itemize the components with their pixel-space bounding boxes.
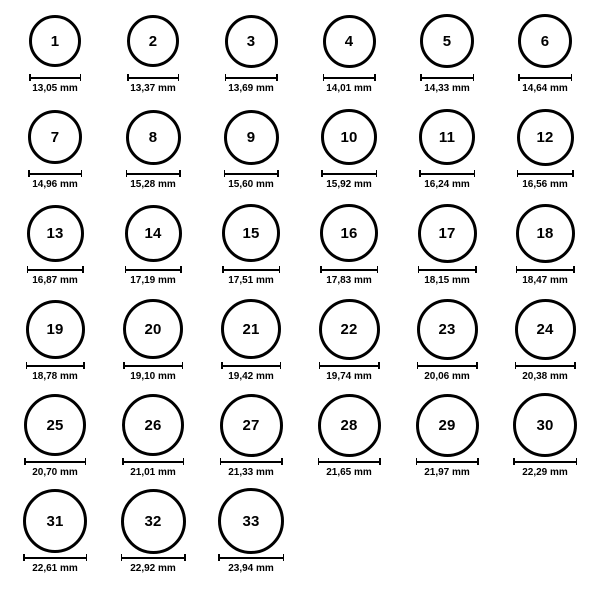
ring-size-number: 32 [144,512,162,530]
ring-size-cell[interactable] [7,298,103,394]
ring-diameter-label: 14,96 mm [32,179,78,190]
dimension-cap-right-icon [180,266,182,273]
ring-circle-wrapper [419,106,475,168]
ring-dimension [29,74,81,94]
ring-size-grid [6,10,594,586]
ring-circle-icon [24,394,86,456]
ring-diameter-label: 19,10 mm [130,371,176,382]
ring-size-cell[interactable] [399,106,495,202]
ring-circle-icon [125,205,182,262]
ring-size-number: 29 [438,416,456,434]
ring-dimension [419,170,475,190]
ring-dimension [224,170,279,190]
ring-size-number: 2 [148,32,158,50]
dimension-line-icon [419,170,475,177]
ring-circle-wrapper [29,10,81,72]
ring-dimension [221,362,281,382]
ring-size-cell[interactable] [399,298,495,394]
ring-circle-wrapper [225,10,278,72]
ring-size-number: 12 [536,128,554,146]
ring-size-cell[interactable] [301,298,397,394]
ring-circle-wrapper [513,394,577,456]
ring-dimension [26,362,85,382]
ring-diameter-label: 18,78 mm [32,371,78,382]
ring-size-cell[interactable] [105,202,201,298]
dimension-cap-left-icon [220,458,222,465]
ring-circle-wrapper [516,202,575,264]
ring-size-number: 20 [144,320,162,338]
ring-size-number: 17 [438,224,456,242]
ring-size-number: 19 [46,320,64,338]
dimension-line-icon [127,74,179,81]
dimension-cap-left-icon [122,458,124,465]
ring-diameter-label: 18,15 mm [424,275,470,286]
ring-circle-wrapper [418,202,477,264]
ring-size-cell[interactable] [301,394,397,490]
dimension-cap-right-icon [283,554,285,561]
ring-size-number: 27 [242,416,260,434]
ring-dimension [127,74,179,94]
ring-size-cell[interactable] [105,298,201,394]
ring-circle-icon [319,299,380,360]
dimension-cap-right-icon [573,266,575,273]
ring-size-number: 24 [536,320,554,338]
ring-diameter-label: 13,05 mm [32,83,78,94]
dimension-cap-right-icon [379,458,381,465]
dimension-cap-left-icon [318,458,320,465]
ring-size-number: 31 [46,512,64,530]
ring-diameter-label: 17,19 mm [130,275,176,286]
ring-circle-wrapper [125,202,182,264]
dimension-cap-right-icon [572,170,574,177]
ring-circle-wrapper [518,10,572,72]
dimension-line-icon [516,266,575,273]
dimension-line-icon [24,458,86,465]
dimension-line-icon [420,74,474,81]
ring-dimension [320,266,378,286]
dimension-line-icon [221,362,281,369]
ring-dimension [218,554,284,574]
dimension-cap-right-icon [179,170,181,177]
ring-diameter-label: 19,74 mm [326,371,372,382]
ring-size-cell[interactable] [497,202,593,298]
dimension-line-icon [27,266,84,273]
ring-circle-wrapper [221,298,281,360]
ring-circle-icon [122,394,184,456]
ring-size-cell[interactable] [497,298,593,394]
ring-circle-wrapper [122,394,184,456]
ring-size-cell[interactable] [203,10,299,106]
ring-circle-wrapper [127,10,179,72]
dimension-cap-right-icon [374,74,376,81]
ring-circle-icon [321,109,377,165]
ring-size-number: 16 [340,224,358,242]
dimension-cap-left-icon [517,170,519,177]
dimension-line-icon [517,170,574,177]
dimension-line-icon [125,266,182,273]
ring-diameter-label: 21,33 mm [228,467,274,478]
ring-circle-wrapper [515,298,576,360]
ring-circle-wrapper [28,106,82,168]
ring-circle-icon [29,15,81,67]
dimension-cap-right-icon [178,74,180,81]
dimension-line-icon [518,74,572,81]
dimension-line-icon [225,74,278,81]
dimension-cap-left-icon [225,74,227,81]
ring-circle-wrapper [417,298,478,360]
dimension-cap-right-icon [281,458,283,465]
dimension-cap-left-icon [518,74,520,81]
dimension-cap-left-icon [516,266,518,273]
dimension-cap-right-icon [83,362,85,369]
dimension-cap-left-icon [218,554,220,561]
dimension-cap-right-icon [182,362,184,369]
ring-size-cell[interactable] [7,394,103,490]
ring-size-cell[interactable] [203,490,299,586]
dimension-line-icon [29,74,81,81]
dimension-cap-right-icon [571,74,573,81]
ring-circle-wrapper [320,202,378,264]
ring-dimension [23,554,87,574]
ring-circle-wrapper [319,298,380,360]
dimension-cap-right-icon [475,266,477,273]
dimension-cap-right-icon [473,74,475,81]
ring-size-number: 14 [144,224,162,242]
dimension-cap-left-icon [323,74,325,81]
ring-size-number: 3 [246,32,256,50]
ring-size-number: 28 [340,416,358,434]
ring-circle-icon [518,14,572,68]
ring-size-cell[interactable] [301,10,397,106]
ring-size-cell[interactable] [203,394,299,490]
ring-size-cell[interactable] [7,106,103,202]
ring-diameter-label: 17,83 mm [326,275,372,286]
ring-size-cell[interactable] [399,202,495,298]
ring-size-number: 10 [340,128,358,146]
ring-dimension [27,266,84,286]
dimension-line-icon [126,170,181,177]
ring-circle-icon [121,489,186,554]
dimension-cap-left-icon [23,554,25,561]
ring-diameter-label: 22,61 mm [32,563,78,574]
ring-dimension [121,554,186,574]
dimension-cap-left-icon [321,170,323,177]
ring-circle-wrapper [121,490,186,552]
ring-dimension [125,266,182,286]
dimension-cap-left-icon [26,362,28,369]
ring-dimension [28,170,82,190]
ring-diameter-label: 18,47 mm [522,275,568,286]
ring-size-number: 21 [242,320,260,338]
ring-dimension [517,170,574,190]
ring-size-cell[interactable] [203,202,299,298]
dimension-cap-left-icon [126,170,128,177]
ring-size-number: 23 [438,320,456,338]
ring-dimension [420,74,474,94]
ring-circle-wrapper [24,394,86,456]
ring-diameter-label: 16,56 mm [522,179,568,190]
dimension-cap-left-icon [418,266,420,273]
ring-circle-icon [417,299,478,360]
ring-dimension [122,458,184,478]
ring-dimension [123,362,183,382]
ring-circle-wrapper [126,106,181,168]
dimension-cap-right-icon [574,362,576,369]
ring-circle-icon [420,14,474,68]
dimension-cap-left-icon [513,458,515,465]
dimension-cap-left-icon [125,266,127,273]
ring-dimension [323,74,376,94]
ring-diameter-label: 16,24 mm [424,179,470,190]
ring-diameter-label: 16,87 mm [32,275,78,286]
ring-dimension [126,170,181,190]
ring-circle-icon [26,300,85,359]
dimension-line-icon [418,266,477,273]
ring-dimension [513,458,577,478]
dimension-cap-left-icon [123,362,125,369]
ring-circle-icon [416,394,479,457]
ring-circle-icon [225,15,278,68]
ring-circle-icon [218,488,284,554]
ring-size-number: 33 [242,512,260,530]
ring-diameter-label: 14,33 mm [424,83,470,94]
dimension-line-icon [122,458,184,465]
ring-circle-icon [320,204,378,262]
dimension-cap-left-icon [121,554,123,561]
ring-size-cell[interactable] [301,106,397,202]
ring-dimension [417,362,478,382]
ring-size-cell[interactable] [399,394,495,490]
ring-circle-wrapper [416,394,479,456]
ring-circle-wrapper [224,106,279,168]
ring-diameter-label: 15,92 mm [326,179,372,190]
ring-diameter-label: 23,94 mm [228,563,274,574]
dimension-cap-left-icon [24,458,26,465]
ring-circle-icon [513,393,577,457]
dimension-cap-left-icon [416,458,418,465]
ring-size-cell[interactable] [7,202,103,298]
dimension-cap-left-icon [320,266,322,273]
dimension-cap-right-icon [80,74,82,81]
ring-size-number: 13 [46,224,64,242]
ring-circle-icon [323,15,376,68]
ring-circle-icon [220,394,283,457]
ring-dimension [318,458,381,478]
dimension-line-icon [318,458,381,465]
ring-circle-icon [222,204,280,262]
dimension-line-icon [123,362,183,369]
dimension-line-icon [323,74,376,81]
dimension-line-icon [26,362,85,369]
dimension-cap-right-icon [279,266,281,273]
ring-size-number: 9 [246,128,256,146]
ring-circle-wrapper [220,394,283,456]
dimension-line-icon [513,458,577,465]
ring-size-number: 15 [242,224,260,242]
ring-size-number: 6 [540,32,550,50]
dimension-line-icon [321,170,377,177]
dimension-line-icon [220,458,283,465]
ring-circle-wrapper [321,106,377,168]
ring-circle-wrapper [420,10,474,72]
ring-dimension [518,74,572,94]
ring-diameter-label: 21,65 mm [326,467,372,478]
ring-circle-wrapper [26,298,85,360]
dimension-cap-right-icon [86,554,88,561]
dimension-cap-left-icon [221,362,223,369]
ring-circle-wrapper [23,490,87,552]
dimension-line-icon [121,554,186,561]
ring-diameter-label: 20,06 mm [424,371,470,382]
ring-circle-icon [27,205,84,262]
ring-size-cell[interactable] [105,106,201,202]
ring-diameter-label: 22,92 mm [130,563,176,574]
ring-diameter-label: 14,01 mm [326,83,372,94]
dimension-cap-left-icon [419,170,421,177]
ring-diameter-label: 20,38 mm [522,371,568,382]
dimension-cap-right-icon [81,170,83,177]
ring-diameter-label: 21,01 mm [130,467,176,478]
dimension-cap-right-icon [376,170,378,177]
dimension-cap-left-icon [417,362,419,369]
ring-circle-icon [23,489,87,553]
ring-dimension [222,266,280,286]
ring-circle-wrapper [27,202,84,264]
ring-diameter-label: 19,42 mm [228,371,274,382]
ring-circle-wrapper [323,10,376,72]
ring-circle-icon [516,204,575,263]
ring-circle-icon [28,110,82,164]
ring-circle-wrapper [222,202,280,264]
ring-circle-icon [318,394,381,457]
dimension-cap-right-icon [474,170,476,177]
ring-size-cell[interactable] [203,298,299,394]
ring-circle-icon [418,204,477,263]
dimension-cap-left-icon [127,74,129,81]
ring-size-number: 18 [536,224,554,242]
ring-circle-icon [123,299,183,359]
ring-dimension [220,458,283,478]
ring-size-number: 8 [148,128,158,146]
dimension-cap-left-icon [27,266,29,273]
ring-circle-wrapper [123,298,183,360]
ring-size-cell[interactable] [7,10,103,106]
ring-size-number: 7 [50,128,60,146]
dimension-cap-left-icon [515,362,517,369]
ring-size-cell[interactable] [203,106,299,202]
dimension-cap-right-icon [82,266,84,273]
ring-diameter-label: 13,37 mm [130,83,176,94]
dimension-cap-right-icon [277,170,279,177]
ring-diameter-label: 21,97 mm [424,467,470,478]
ring-dimension [321,170,377,190]
ring-circle-icon [515,299,576,360]
ring-dimension [416,458,479,478]
ring-circle-wrapper [318,394,381,456]
ring-size-cell[interactable] [399,10,495,106]
dimension-cap-left-icon [224,170,226,177]
dimension-line-icon [222,266,280,273]
dimension-cap-right-icon [280,362,282,369]
ring-circle-icon [224,110,279,165]
ring-dimension [24,458,86,478]
ring-size-number: 11 [438,128,456,146]
ring-dimension [225,74,278,94]
ring-circle-icon [517,109,574,166]
dimension-line-icon [224,170,279,177]
ring-size-number: 1 [50,32,60,50]
ring-diameter-label: 13,69 mm [228,83,274,94]
dimension-line-icon [28,170,82,177]
ring-size-number: 26 [144,416,162,434]
dimension-cap-left-icon [319,362,321,369]
ring-diameter-label: 15,28 mm [130,179,176,190]
dimension-cap-right-icon [476,362,478,369]
ring-dimension [516,266,575,286]
dimension-cap-right-icon [183,458,185,465]
dimension-cap-right-icon [276,74,278,81]
ring-diameter-label: 14,64 mm [522,83,568,94]
ring-circle-icon [127,15,179,67]
ring-size-number: 25 [46,416,64,434]
ring-dimension [515,362,576,382]
dimension-line-icon [416,458,479,465]
ring-dimension [418,266,477,286]
ring-size-cell[interactable] [105,490,201,586]
ring-circle-wrapper [517,106,574,168]
ring-circle-icon [221,299,281,359]
ring-size-cell[interactable] [497,10,593,106]
dimension-line-icon [319,362,380,369]
dimension-line-icon [417,362,478,369]
dimension-cap-right-icon [85,458,87,465]
ring-size-number: 22 [340,320,358,338]
dimension-cap-right-icon [377,266,379,273]
dimension-line-icon [320,266,378,273]
dimension-cap-right-icon [576,458,578,465]
ring-size-cell[interactable] [105,10,201,106]
ring-size-cell[interactable] [7,490,103,586]
ring-size-number: 5 [442,32,452,50]
ring-size-number: 30 [536,416,554,434]
dimension-cap-left-icon [222,266,224,273]
ring-circle-icon [126,110,181,165]
dimension-line-icon [23,554,87,561]
dimension-cap-left-icon [28,170,30,177]
ring-circle-icon [419,109,475,165]
ring-diameter-label: 15,60 mm [228,179,274,190]
dimension-cap-right-icon [378,362,380,369]
ring-size-cell[interactable] [301,202,397,298]
dimension-cap-left-icon [29,74,31,81]
ring-size-cell[interactable] [497,394,593,490]
ring-diameter-label: 17,51 mm [228,275,274,286]
dimension-line-icon [515,362,576,369]
ring-dimension [319,362,380,382]
ring-size-number: 4 [344,32,354,50]
ring-diameter-label: 20,70 mm [32,467,78,478]
dimension-cap-right-icon [184,554,186,561]
dimension-cap-left-icon [420,74,422,81]
dimension-line-icon [218,554,284,561]
ring-diameter-label: 22,29 mm [522,467,568,478]
ring-circle-wrapper [218,490,284,552]
ring-size-cell[interactable] [497,106,593,202]
ring-size-cell[interactable] [105,394,201,490]
dimension-cap-right-icon [477,458,479,465]
